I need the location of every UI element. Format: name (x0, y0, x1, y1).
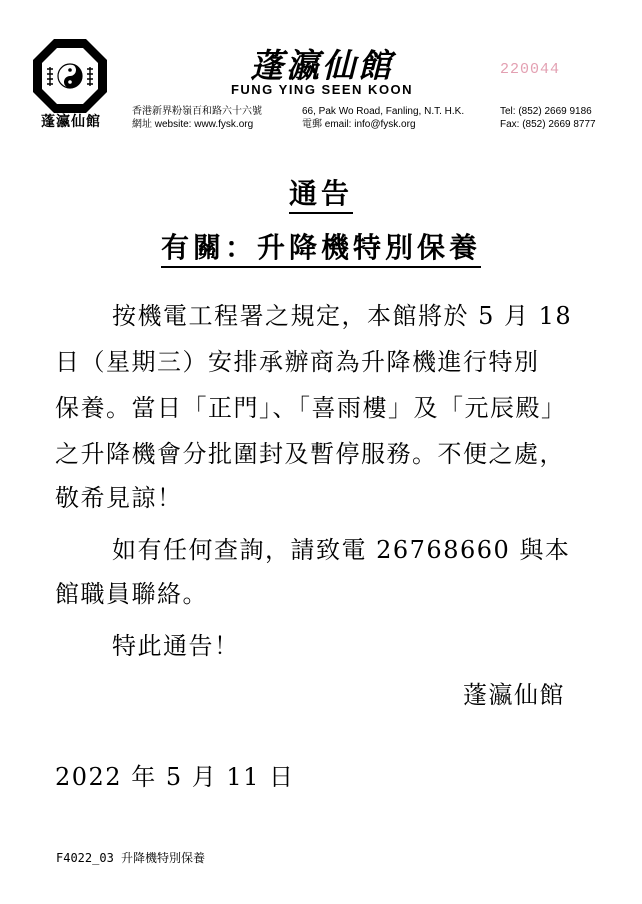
notice-line: 按機電工程署之規定，本館將於 5 月 18 (112, 302, 573, 330)
notice-date: 2022 年 5 月 11 日 (55, 763, 295, 791)
address-chinese: 香港新界粉嶺百和路六十六號 (132, 106, 262, 117)
notice-line: 敬希見諒！ (55, 484, 183, 512)
address-english: 66, Pak Wo Road, Fanling, N.T. H.K. (302, 106, 465, 117)
address-chinese-block (132, 105, 262, 131)
notice-closing: 特此通告！ (112, 632, 240, 660)
logo-caption: 蓬瀛仙館 (41, 114, 101, 130)
notice-line: 日（星期三）安排承辦商為升降機進行特別 (55, 348, 540, 376)
notice-line: 保養。當日「正門」、「喜雨樓」及「元辰殿」 (55, 394, 567, 422)
telephone: Tel: (852) 2669 9186 (500, 106, 592, 117)
notice-subtitle (0, 226, 642, 266)
notice-line: 之升降機會分批圍封及暫停服務。不便之處， (55, 440, 565, 468)
fax: Fax: (852) 2669 8777 (500, 119, 596, 130)
signature: 蓬瀛仙館 (463, 681, 565, 709)
document-number-stamp: 220044 (500, 61, 561, 78)
notice-title-text: 通告 (289, 177, 353, 214)
address-english-block (302, 105, 464, 131)
brand-name-english: FUNG YING SEEN KOON (230, 82, 414, 97)
bagua-logo-icon (30, 36, 110, 116)
notice-line: 館職員聯絡。 (55, 580, 208, 608)
notice-line: 如有任何查詢，請致電 26768660 與本 (112, 536, 571, 564)
brand-name-chinese: 蓬瀛仙館 (250, 46, 394, 85)
notice-subtitle-text: 有關：升降機特別保養 (161, 231, 481, 268)
notice-title (0, 172, 642, 212)
website: 網址 website: www.fysk.org (132, 119, 254, 130)
contact-block (500, 105, 596, 131)
form-code: F4022_03 升降機特別保養 (56, 851, 206, 865)
email: 電郵 email: info@fysk.org (302, 119, 416, 130)
